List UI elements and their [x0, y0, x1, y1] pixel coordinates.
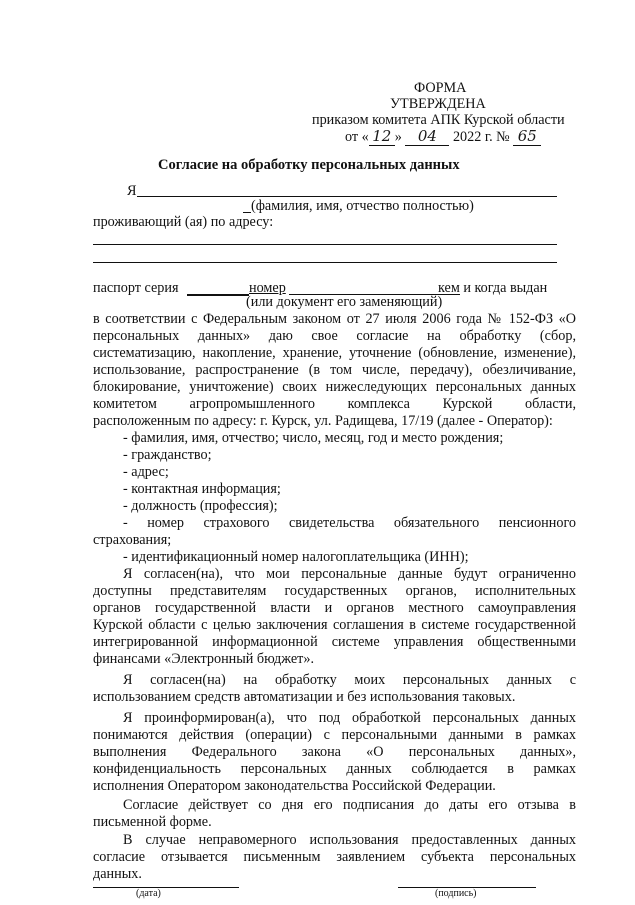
- p1-line-2: персональных данных» даю свое согласие на обработку (сбор,: [93, 328, 576, 344]
- p6-line-2: согласие отзывается письменным заявлением субъекта персональных: [93, 849, 576, 865]
- p1-line-1: в соответствии с Федеральным законом от 27 июля 2006 года № 152-ФЗ «О: [93, 311, 576, 327]
- p3-line-1: Я согласен(на) на обработку моих персональных данных с: [123, 672, 576, 688]
- year-label: 2022 г. №: [452, 129, 510, 145]
- inn-item: - идентификационный номер налогоплательщика (ИНН);: [123, 549, 469, 565]
- snils-line-2: страхования;: [93, 532, 172, 548]
- snils-line-1: - номер страхового свидетельства обязательного пенсионного: [123, 515, 576, 531]
- fio-line: [137, 196, 557, 197]
- p4-line-5: исполнения Оператором законодательства Российской Федерации.: [93, 778, 496, 794]
- p1-line-7: расположенным по адресу: г. Курск, ул. Радищева, 17/19 (далее - Оператор):: [93, 413, 553, 429]
- p2-line-2: доступны представителям государственных органов, исполнительных: [93, 583, 576, 599]
- p1-line-4: использование, распространение (в том числе, передачу), обезличивание,: [93, 362, 576, 378]
- list-item: - гражданство;: [123, 447, 212, 463]
- list-item: - фамилия, имя, отчество; число, месяц, год и место рождения;: [123, 430, 504, 446]
- p2-line-5: интегрированной информационной системе управления общественными: [93, 634, 576, 650]
- address-line-2: [93, 262, 557, 263]
- p4-line-2: понимаются действия (операции) с персональными данными в рамках: [93, 727, 576, 743]
- list-item: - должность (профессия);: [123, 498, 278, 514]
- address-label: проживающий (ая) по адресу:: [93, 214, 274, 230]
- address-line-1: [93, 244, 557, 245]
- passport-number-label: номер: [249, 280, 286, 296]
- fio-hint: (фамилия, имя, отчество полностью): [251, 198, 474, 214]
- date-label: (дата): [136, 888, 161, 899]
- p4-line-4: конфиденциальность персональных данных соблюдается в рамках: [93, 761, 576, 777]
- p2-line-6: финансами «Электронный бюджет».: [93, 651, 314, 667]
- issued-label: кем и когда выдан: [438, 280, 548, 296]
- doc-hint: (или документ его заменяющий): [246, 294, 443, 310]
- p2-line-4: Курской области с целью заключения соглашения в системе государственной: [93, 617, 576, 633]
- fio-hint-line: [243, 212, 251, 213]
- passport-series-line: [187, 294, 249, 296]
- page-title: Согласие на обработку персональных данных: [158, 157, 460, 173]
- p5-line-2: письменной форме.: [93, 814, 212, 830]
- list-item: - адрес;: [123, 464, 169, 480]
- p4-line-1: Я проинформирован(а), что под обработкой персональных данных: [123, 710, 576, 726]
- date-line: [93, 887, 239, 888]
- from-label: от «: [345, 129, 369, 145]
- p4-line-3: выполнения Федерального закона «О персональных данных»,: [93, 744, 576, 760]
- p2-line-1: Я согласен(на), что мои персональные данные будут ограниченно: [123, 566, 576, 582]
- passport-series-label: паспорт серия: [93, 280, 179, 296]
- list-item: - контактная информация;: [123, 481, 281, 497]
- p2-line-3: органов государственной власти и органов местного самоуправления: [93, 600, 576, 616]
- approval-forma: ФОРМА: [414, 80, 467, 96]
- signature-label: (подпись): [435, 888, 477, 899]
- approval-order: приказом комитета АПК Курской области: [312, 112, 565, 128]
- ya-label: Я: [127, 183, 137, 199]
- order-number: 65: [513, 128, 541, 146]
- p1-line-5: блокирование, уничтожение) своих нижеследующих персональных данных: [93, 379, 576, 395]
- month-value: 04: [405, 128, 449, 146]
- day-close: »: [394, 129, 402, 145]
- p3-line-2: использованием средств автоматизации и без использования таковых.: [93, 689, 516, 705]
- approval-date-line: [345, 128, 541, 146]
- p6-line-3: данных.: [93, 866, 142, 882]
- p6-line-1: В случае неправомерного использования предоставленных данных: [123, 832, 576, 848]
- approval-utverzhdena: УТВЕРЖДЕНА: [390, 96, 486, 112]
- p1-line-3: систематизацию, накопление, хранение, уточнение (обновление, изменение),: [93, 345, 576, 361]
- p1-line-6: комитетом агропромышленного комплекса Курской области,: [93, 396, 576, 412]
- day-value: 12: [369, 128, 395, 146]
- p5-line-1: Согласие действует со дня его подписания до даты его отзыва в: [123, 797, 576, 813]
